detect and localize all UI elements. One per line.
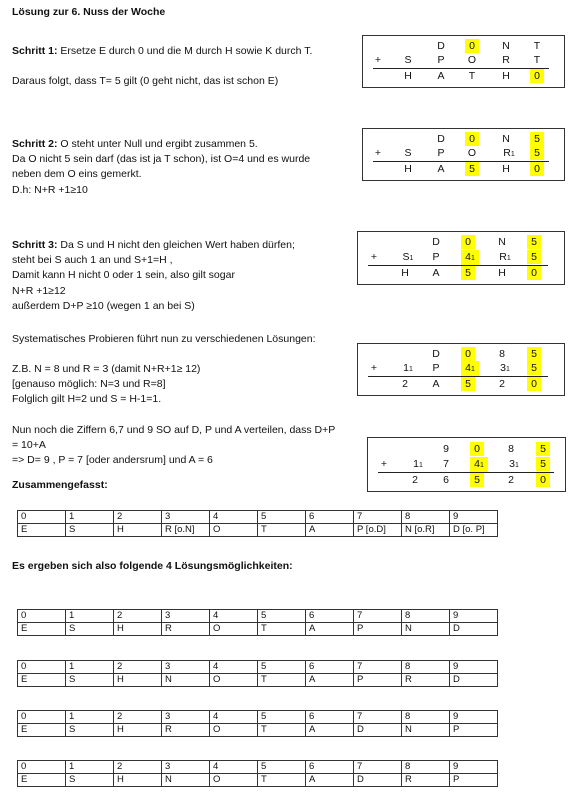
sum-digit: 5 <box>527 250 541 264</box>
probe-text <box>12 362 200 408</box>
sum-digit: T <box>468 70 476 82</box>
sum-digit: T <box>533 40 541 52</box>
table-cell: 6 <box>306 511 354 524</box>
table-cell: S <box>66 774 114 787</box>
table-cell: 8 <box>402 511 450 524</box>
table-cell: 7 <box>354 711 402 724</box>
table-cell: 6 <box>306 610 354 623</box>
table-cell: 6 <box>306 711 354 724</box>
solution-table-3 <box>17 710 498 737</box>
step3-line3: Damit kann H nicht 0 oder 1 sein, also gilt sogar <box>12 269 235 282</box>
table-cell: 7 <box>354 661 402 674</box>
table-cell: 0 <box>18 511 66 524</box>
table-cell: 4 <box>210 610 258 623</box>
table-row <box>18 761 498 774</box>
table-cell: 8 <box>402 761 450 774</box>
table-row <box>18 524 498 537</box>
table-cell: O <box>210 674 258 687</box>
table-cell: D <box>354 774 402 787</box>
table-cell: P <box>354 623 402 636</box>
carry-digit: 1 <box>506 255 511 262</box>
table-cell: S <box>66 623 114 636</box>
table-cell: 8 <box>402 661 450 674</box>
carry-digit: 1 <box>408 366 413 373</box>
table-cell: 2 <box>114 711 162 724</box>
sum-digit <box>499 146 519 162</box>
summary-table <box>17 510 498 537</box>
table-cell: T <box>258 674 306 687</box>
table-cell: R <box>162 623 210 636</box>
sum-digit: 0 <box>465 132 479 146</box>
sum-digit: P <box>437 54 445 66</box>
sum-line <box>368 265 548 266</box>
carry-digit: 1 <box>510 151 515 158</box>
table-row <box>18 661 498 674</box>
sum-digit: 7 <box>443 458 449 470</box>
table-cell: E <box>18 623 66 636</box>
table-cell: 9 <box>450 661 498 674</box>
table-cell: 2 <box>114 511 162 524</box>
sum-digit: R <box>502 54 510 66</box>
plus-sign: + <box>380 458 388 470</box>
sum-digit: 5 <box>465 162 479 176</box>
sum-digit: T <box>533 54 541 66</box>
plus-sign: + <box>374 147 382 159</box>
sum-digit: 2 <box>508 474 514 486</box>
table-cell: 6 <box>306 661 354 674</box>
table-cell: A <box>306 623 354 636</box>
plus-sign: + <box>370 251 378 263</box>
sum-line <box>373 161 549 162</box>
table-cell: S <box>66 524 114 537</box>
table-cell: E <box>18 774 66 787</box>
table-cell: 4 <box>210 711 258 724</box>
table-cell: 1 <box>66 511 114 524</box>
sum-digit: H <box>502 163 510 175</box>
solution-table-1 <box>17 609 498 636</box>
sum-digit-main: R <box>503 147 511 159</box>
table-cell: T <box>258 524 306 537</box>
sum-digit: 2 <box>402 378 408 390</box>
table-cell: E <box>18 524 66 537</box>
table-cell: D <box>450 674 498 687</box>
table-cell: A <box>306 724 354 737</box>
step3-line2: steht bei S auch 1 an und S+1=H , <box>12 254 173 267</box>
table-cell: N <box>162 674 210 687</box>
sum-digit <box>461 361 479 377</box>
table-cell: 2 <box>114 761 162 774</box>
table-cell: 7 <box>354 610 402 623</box>
sum-digit-main: R <box>499 251 507 263</box>
table-cell: 4 <box>210 661 258 674</box>
sum-digit: 5 <box>536 457 550 471</box>
sum-digit: N <box>502 40 510 52</box>
sum-line <box>373 68 549 69</box>
table-cell: E <box>18 674 66 687</box>
addition-box-4 <box>357 343 565 396</box>
table-cell: S <box>66 674 114 687</box>
table-cell: 0 <box>18 661 66 674</box>
step2-line4: D.h: N+R +1≥10 <box>12 183 88 196</box>
table-cell: 3 <box>162 661 210 674</box>
carry-digit: 1 <box>409 255 414 262</box>
table-cell: S <box>66 724 114 737</box>
table-cell: N <box>162 774 210 787</box>
sum-digit: H <box>404 163 412 175</box>
table-cell: 2 <box>114 610 162 623</box>
table-cell: H <box>114 623 162 636</box>
sum-digit: 2 <box>499 378 505 390</box>
sum-digit: S <box>404 54 412 66</box>
sum-digit: 9 <box>443 443 449 455</box>
sum-digit: O <box>467 147 477 159</box>
step3-text <box>12 238 295 314</box>
table-cell: A <box>306 674 354 687</box>
table-cell: 0 <box>18 610 66 623</box>
table-cell: A <box>306 774 354 787</box>
sum-digit-main: 4 <box>465 251 471 263</box>
table-cell: P [o.D] <box>354 524 402 537</box>
table-cell: D <box>354 724 402 737</box>
sum-digit: 0 <box>470 442 484 456</box>
solutions-label: Es ergeben sich also folgende 4 Lösungsmöglichkeiten: <box>12 560 293 572</box>
table-row <box>18 724 498 737</box>
sum-digit: 5 <box>461 266 475 280</box>
sum-digit-main: S <box>402 251 410 263</box>
table-row <box>18 674 498 687</box>
table-cell: 9 <box>450 711 498 724</box>
table-cell: N <box>402 724 450 737</box>
table-cell: O <box>210 524 258 537</box>
sum-digit <box>398 250 418 266</box>
table-cell: T <box>258 724 306 737</box>
carry-digit: 1 <box>479 462 484 469</box>
carry-digit: 1 <box>470 366 475 373</box>
distribute-text <box>12 423 335 469</box>
table-cell: H <box>114 724 162 737</box>
sum-digit: D <box>437 133 445 145</box>
distribute-line1: Nun noch die Ziffern 6,7 und 9 SO auf D, P und A verteilen, dass D+P <box>12 424 336 436</box>
sum-digit: 0 <box>536 473 550 487</box>
sum-digit: A <box>432 267 440 279</box>
table-cell: 4 <box>210 511 258 524</box>
table-cell: 0 <box>18 711 66 724</box>
plus-sign: + <box>374 54 382 66</box>
sum-digit: 0 <box>465 39 479 53</box>
table-cell: T <box>258 774 306 787</box>
table-row <box>18 774 498 787</box>
sum-digit: 0 <box>461 235 475 249</box>
table-cell: D <box>450 623 498 636</box>
probe-line1: Z.B. N = 8 und R = 3 (damit N+R+1≥ 12) <box>12 363 201 375</box>
table-cell: 3 <box>162 610 210 623</box>
sum-digit: H <box>502 70 510 82</box>
table-cell: 5 <box>258 661 306 674</box>
sum-digit: 0 <box>530 69 544 83</box>
solution-table-2 <box>17 660 498 687</box>
step2-line2: Da O nicht 5 sein darf (das ist ja T schon), ist O=4 und es wurde <box>12 153 311 166</box>
sum-digit: A <box>432 378 440 390</box>
sum-digit-main: 4 <box>465 362 471 374</box>
table-cell: 0 <box>18 761 66 774</box>
carry-digit: 1 <box>514 462 519 469</box>
table-cell: 7 <box>354 511 402 524</box>
table-cell: N <box>402 623 450 636</box>
table-cell: R <box>162 724 210 737</box>
table-cell: 9 <box>450 511 498 524</box>
probe-line3: Folglich gilt H=2 und S = H-1=1. <box>12 393 162 406</box>
sum-digit: H <box>404 70 412 82</box>
sum-digit: D <box>432 236 440 248</box>
table-cell: R <box>402 674 450 687</box>
table-cell: P <box>450 724 498 737</box>
sum-digit: 0 <box>530 162 544 176</box>
sum-line <box>378 472 554 473</box>
carry-digit: 1 <box>470 255 475 262</box>
step2-label: Schritt 2: <box>12 138 58 150</box>
summary-label: Zusammengefasst: <box>12 479 108 491</box>
page-title: Lösung zur 6. Nuss der Woche <box>12 6 166 18</box>
table-cell: O <box>210 774 258 787</box>
sum-digit: 5 <box>530 146 544 160</box>
sum-digit: 0 <box>527 266 541 280</box>
table-cell: 9 <box>450 610 498 623</box>
table-cell: E <box>18 724 66 737</box>
table-cell: 8 <box>402 711 450 724</box>
sum-digit-main: 3 <box>509 458 515 470</box>
table-row <box>18 610 498 623</box>
sum-digit: 5 <box>530 132 544 146</box>
table-cell: P <box>450 774 498 787</box>
sum-digit: S <box>404 147 412 159</box>
table-row <box>18 511 498 524</box>
table-cell: 1 <box>66 610 114 623</box>
sum-digit: P <box>437 147 445 159</box>
sum-digit: 2 <box>412 474 418 486</box>
sum-digit <box>408 457 428 473</box>
sum-digit: 5 <box>527 361 541 375</box>
step1-label: Schritt 1: <box>12 45 58 57</box>
carry-digit: 1 <box>418 462 423 469</box>
sum-digit-main: 1 <box>403 362 409 374</box>
sum-digit: 8 <box>499 348 505 360</box>
table-cell: D [o. P] <box>450 524 498 537</box>
sum-digit: N <box>502 133 510 145</box>
table-cell: 8 <box>402 610 450 623</box>
table-cell: 7 <box>354 761 402 774</box>
addition-box-1 <box>362 35 565 88</box>
sum-digit: D <box>432 348 440 360</box>
sum-digit: 5 <box>470 473 484 487</box>
table-cell: H <box>114 774 162 787</box>
table-cell: 3 <box>162 761 210 774</box>
step1-conclusion: Daraus folgt, dass T= 5 gilt (0 geht nicht, das ist schon E) <box>12 75 279 87</box>
sum-digit: A <box>437 163 445 175</box>
table-cell: 3 <box>162 711 210 724</box>
probe-intro: Systematisches Probieren führt nun zu verschiedenen Lösungen: <box>12 333 316 345</box>
sum-digit-main: 4 <box>474 458 480 470</box>
table-cell: 2 <box>114 661 162 674</box>
table-cell: 5 <box>258 610 306 623</box>
sum-digit: A <box>437 70 445 82</box>
solution-table-4 <box>17 760 498 787</box>
sum-digit <box>398 361 418 377</box>
table-cell: R <box>402 774 450 787</box>
table-cell: R [o.N] <box>162 524 210 537</box>
table-cell: 9 <box>450 761 498 774</box>
step2-line1: O steht unter Null und ergibt zusammen 5. <box>57 138 258 150</box>
table-cell: 4 <box>210 761 258 774</box>
sum-digit: 5 <box>536 442 550 456</box>
sum-digit-main: 1 <box>413 458 419 470</box>
table-cell: O <box>210 724 258 737</box>
plus-sign: + <box>370 362 378 374</box>
probe-line2: [genauso möglich: N=3 und R=8] <box>12 378 166 391</box>
sum-digit: 5 <box>527 347 541 361</box>
table-row <box>18 623 498 636</box>
table-cell: 1 <box>66 711 114 724</box>
step3-line1: Da S und H nicht den gleichen Wert haben dürfen; <box>57 239 295 251</box>
table-cell: N [o.R] <box>402 524 450 537</box>
table-cell: 5 <box>258 761 306 774</box>
sum-digit: P <box>432 362 440 374</box>
sum-line <box>368 376 548 377</box>
step3-line4: N+R +1≥12 <box>12 284 66 297</box>
table-cell: A <box>306 524 354 537</box>
sum-digit: H <box>401 267 409 279</box>
addition-box-5 <box>367 437 566 492</box>
sum-digit: 0 <box>527 377 541 391</box>
sum-digit <box>470 457 488 473</box>
step1-text <box>12 44 312 59</box>
carry-digit: 1 <box>505 366 510 373</box>
sum-digit: P <box>432 251 440 263</box>
sum-digit: O <box>467 54 477 66</box>
step2-line3: neben dem O eins gemerkt. <box>12 168 142 181</box>
sum-digit: D <box>437 40 445 52</box>
table-cell: O <box>210 623 258 636</box>
step3-label: Schritt 3: <box>12 239 58 251</box>
table-cell: H <box>114 674 162 687</box>
sum-digit <box>495 250 515 266</box>
table-cell: 3 <box>162 511 210 524</box>
table-cell: 1 <box>66 661 114 674</box>
table-cell: H <box>114 524 162 537</box>
table-cell: 5 <box>258 711 306 724</box>
sum-digit: 5 <box>527 235 541 249</box>
sum-digit <box>461 250 479 266</box>
sum-digit: 8 <box>508 443 514 455</box>
step3-line5: außerdem D+P ≥10 (wegen 1 an bei S) <box>12 299 195 312</box>
addition-box-3 <box>357 231 565 285</box>
distribute-line2: = 10+A <box>12 439 46 452</box>
sum-digit: 0 <box>461 347 475 361</box>
sum-digit-main: 3 <box>500 362 506 374</box>
sum-digit <box>495 361 515 377</box>
sum-digit: 5 <box>461 377 475 391</box>
table-cell: 6 <box>306 761 354 774</box>
table-cell: 1 <box>66 761 114 774</box>
table-cell: T <box>258 623 306 636</box>
sum-digit: N <box>498 236 506 248</box>
sum-digit: H <box>498 267 506 279</box>
table-cell: P <box>354 674 402 687</box>
distribute-line3: => D= 9 , P = 7 [oder andersrum] und A = 6 <box>12 454 213 467</box>
table-row <box>18 711 498 724</box>
table-cell: 5 <box>258 511 306 524</box>
addition-box-2 <box>362 128 565 181</box>
step2-text <box>12 137 310 198</box>
sum-digit <box>504 457 524 473</box>
step1-line: Ersetze E durch 0 und die M durch H sowie K durch T. <box>57 45 313 57</box>
sum-digit: 6 <box>443 474 449 486</box>
